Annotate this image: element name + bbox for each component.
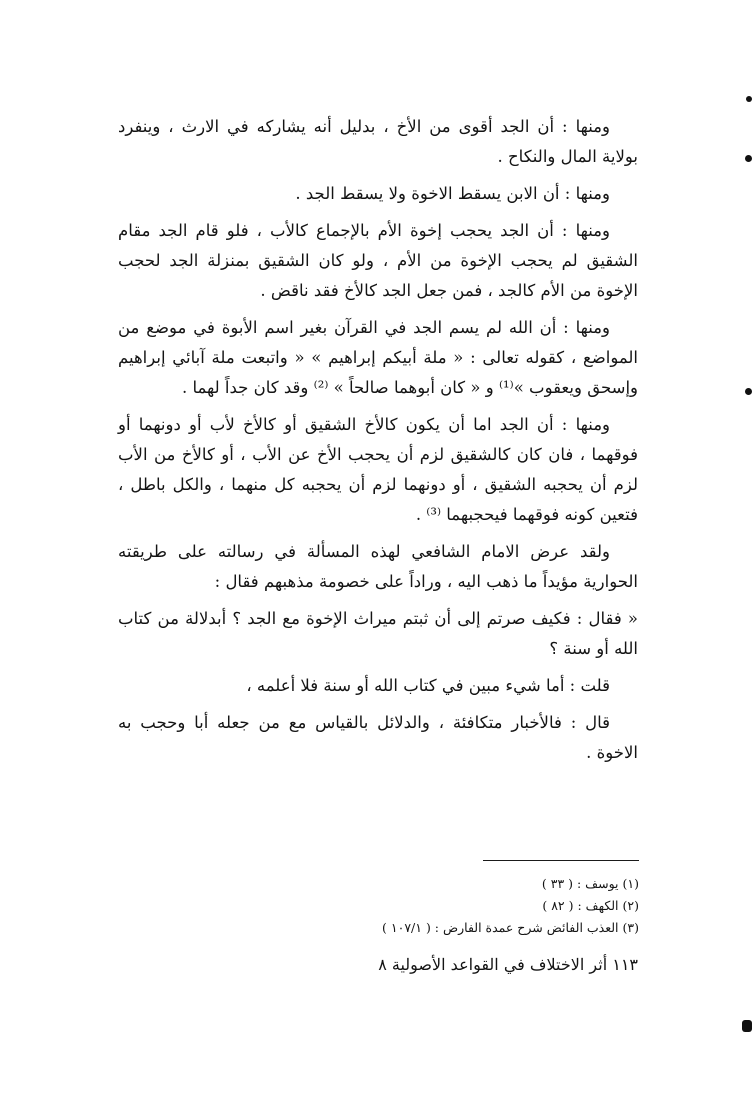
footnotes	[300, 873, 639, 939]
scan-dot-1	[746, 96, 752, 102]
paragraph-5: ومنها : أن الجد اما أن يكون كالأخ الشقيق أو كالأخ لأب أو دونهما أو فوقهما ، فان كان كالشقيق لزم أن يحجب الأخ عن الأب ، أو كالأخ من الأب لزم أن يحجبه الشقيق ، أو دونهما لزم أن يحجبه كل منهما ، والكل باطل ، فتعين كونه فوقهما فيحجبهما ⁽³⁾ .	[118, 415, 638, 524]
footnote-2: (٢) الكهف : ( ٨٢ )	[542, 898, 639, 913]
footnote-3: (٣) العذب الفائض شرح عمدة الفارض : ( ١٠٧/١ )	[382, 920, 639, 935]
paragraph-3: ومنها : أن الجد يحجب إخوة الأم بالإجماع كالأب ، فلو قام الجد مقام الشقيق لم يحجب الإخوة من الأم ، ولو كان الشقيق بمنزلة الجد لحجب الإخوة من الأم كالجد ، فمن جعل الجد كالأخ فقد ناقض .	[118, 221, 638, 300]
footnote-1: (١) يوسف : ( ٣٣ )	[541, 876, 639, 891]
paragraph-8: قلت : أما شيء مبين في كتاب الله أو سنة فلا أعلمه ،	[246, 676, 610, 695]
page-footer: ١١٣ أثر الاختلاف في القواعد الأصولية ٨	[378, 955, 638, 974]
paragraph-9: قال : فالأخبار متكافئة ، والدلائل بالقياس مع من جعله أبا وحجب به الاخوة .	[118, 713, 638, 762]
main-text	[118, 112, 638, 775]
paragraph-6: ولقد عرض الامام الشافعي لهذه المسألة في رسالته على طريقته الحوارية مؤيداً ما ذهب اليه ، وراداً على خصومة مذهبهم فقال :	[118, 542, 638, 591]
paragraph-4: ومنها : أن الله لم يسم الجد في القرآن بغير اسم الأبوة في موضع من المواضع ، كقوله تعالى : « ملة أبيكم إبراهيم » « واتبعت ملة آبائي إبراهيم وإسحق ويعقوب »⁽¹⁾ و « كان أبوهما صالحاً » ⁽²⁾ وقد كان جداً لهما .	[118, 318, 638, 397]
scan-dot-4	[742, 1020, 752, 1032]
paragraph-7: « فقال : فكيف صرتم إلى أن ثبتم ميراث الإخوة مع الجد ؟ أبدلالة من كتاب الله أو سنة ؟	[118, 609, 638, 658]
scan-dot-2	[745, 155, 752, 162]
footnote-divider	[483, 860, 639, 861]
scan-dot-3	[745, 388, 752, 395]
paragraph-2: ومنها : أن الابن يسقط الاخوة ولا يسقط الجد .	[295, 184, 610, 203]
paragraph-1: ومنها : أن الجد أقوى من الأخ ، بدليل أنه يشاركه في الارث ، وينفرد بولاية المال والنكاح .	[118, 117, 638, 166]
